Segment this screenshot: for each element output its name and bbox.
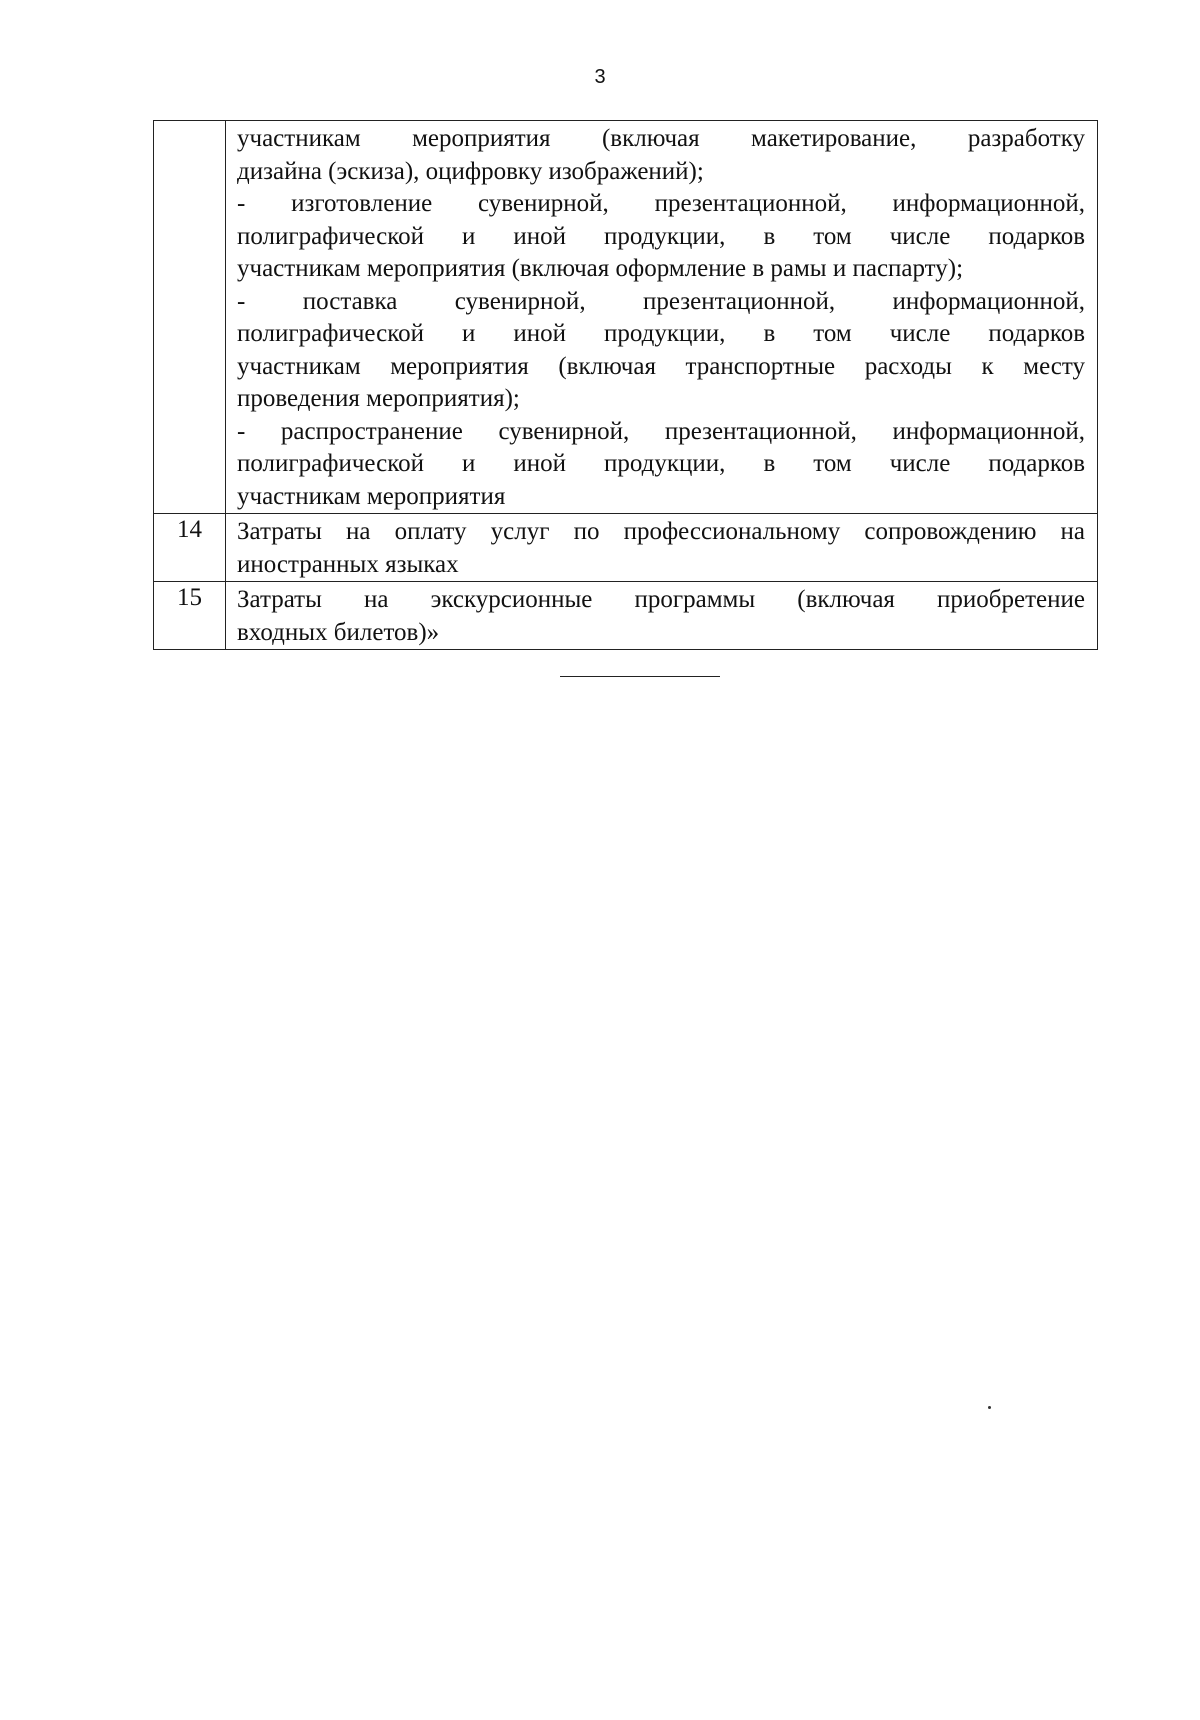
page-number: 3 xyxy=(594,66,606,88)
row-description-cell xyxy=(226,121,1098,514)
text-line: участникам мероприятия (включая транспортные расходы к месту xyxy=(237,352,1085,380)
text-line: участникам мероприятия xyxy=(237,482,506,510)
text-line: - распространение сувенирной, презентационной, информационной, xyxy=(237,417,1085,445)
text-line: участникам мероприятия (включая макетирование, разработку xyxy=(237,125,1085,152)
text-line: Затраты на оплату услуг по профессиональному сопровождению на xyxy=(237,518,1085,545)
text-line: - поставка сувенирной, презентационной, информационной, xyxy=(237,287,1085,315)
row-number-cell: 14 xyxy=(154,514,226,582)
text-line: дизайна (эскиза), оцифровку изображений); xyxy=(237,157,704,185)
table-row xyxy=(154,582,1098,650)
text-line: полиграфической и иной продукции, в том числе подарков xyxy=(237,450,1085,477)
row-description-cell xyxy=(226,582,1098,650)
text-line: проведения мероприятия); xyxy=(237,385,520,412)
text-line: полиграфической и иной продукции, в том числе подарков xyxy=(237,320,1085,347)
text-line: - изготовление сувенирной, презентационной, информационной, xyxy=(237,190,1085,217)
table-row xyxy=(154,121,1098,514)
table-row xyxy=(154,514,1098,582)
text-line: участникам мероприятия (включая оформление в рамы и паспарту); xyxy=(237,255,964,282)
end-separator-line xyxy=(560,676,720,677)
row-description-cell xyxy=(226,514,1098,582)
cost-items-table xyxy=(153,120,1098,650)
text-line: Затраты на экскурсионные программы (включая приобретение xyxy=(237,586,1085,613)
row-number-cell: 15 xyxy=(154,582,226,650)
row-number-cell xyxy=(154,121,226,514)
scan-dot xyxy=(988,1406,991,1409)
text-line: полиграфической и иной продукции, в том числе подарков xyxy=(237,222,1085,250)
text-line: иностранных языках xyxy=(237,550,459,578)
text-line: входных билетов)» xyxy=(237,618,440,646)
